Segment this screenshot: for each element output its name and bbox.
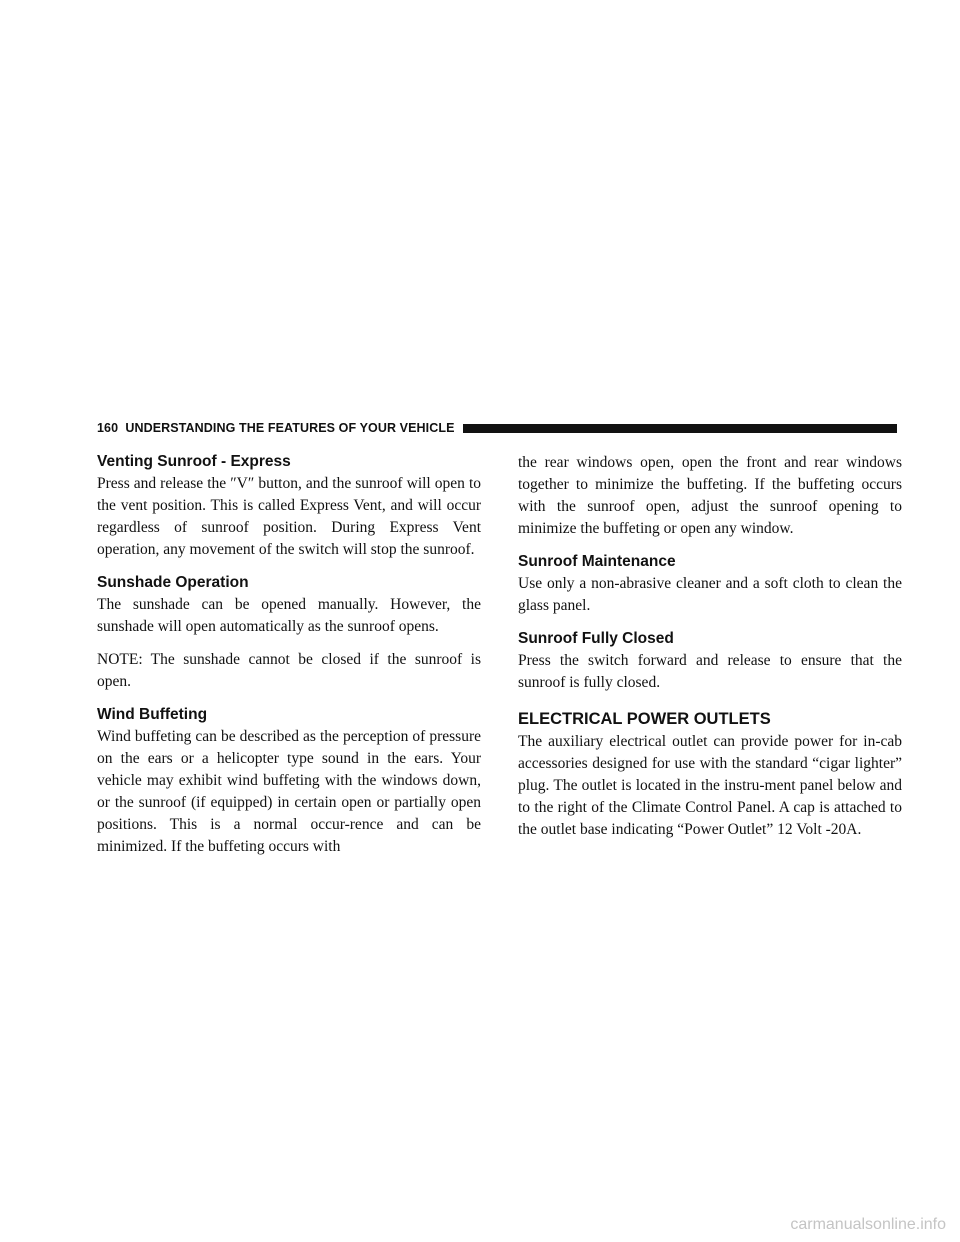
page-header-text: [97, 421, 455, 435]
electrical-power-outlets-text: The auxiliary electrical outlet can provide power for in-cab accessories designed for use with the standard “cigar lighter” plug. The outlet is located in the instru-ment panel below and to the right of the Climate Control Panel. A cap is attached to the outlet base indicating “Power Outlet” 12 Volt -20A.: [518, 733, 902, 838]
wind-buffeting-heading: Wind Buffeting: [97, 706, 208, 723]
sunshade-operation-heading: Sunshade Operation: [97, 574, 249, 591]
note-text: The sunshade cannot be closed if the sunroof is open.: [97, 651, 481, 690]
right-column: [518, 452, 902, 841]
note-label: NOTE:: [97, 651, 143, 668]
sunroof-maintenance-text: Use only a non-abrasive cleaner and a soft cloth to clean the glass panel.: [518, 575, 902, 614]
sunroof-maintenance-heading: Sunroof Maintenance: [518, 553, 676, 570]
wind-buffeting-text: Wind buffeting can be described as the perception of pressure on the ears or a helicopter type sound in the ears. Your vehicle may exhibit wind buffeting with the windows down, or the sunroof (if equipped) in certain open or partially open positions. This is a normal occur-rence and can be minimized. If the buffeting occurs with: [97, 728, 481, 855]
page-number: 160: [97, 421, 119, 435]
sunshade-operation-text: The sunshade can be opened manually. However, the sunshade will open automatically as the sunroof opens.: [97, 596, 481, 635]
sunroof-fully-closed-text: Press the switch forward and release to ensure that the sunroof is fully closed.: [518, 652, 902, 691]
chapter-title: UNDERSTANDING THE FEATURES OF YOUR VEHICLE: [125, 421, 455, 435]
left-column: [97, 452, 481, 858]
sunshade-note: [97, 649, 481, 693]
page-header: [97, 419, 897, 437]
watermark: carmanualsonline.info: [790, 1216, 946, 1233]
header-rule-bar: [463, 424, 897, 433]
wind-buffeting-text-continued: the rear windows open, open the front and rear windows together to minimize the buffeting. If the buffeting occurs with the sunroof open, adjust the sunroof opening to minimize the buffeting or open any window.: [518, 454, 902, 537]
venting-sunroof-text: Press and release the ″V″ button, and the sunroof will open to the vent position. This is called Express Vent, and will occur regardless of sunroof position. During Express Vent operation, any movement of the switch will stop the sunroof.: [97, 475, 481, 558]
venting-sunroof-heading: Venting Sunroof - Express: [97, 453, 291, 470]
sunroof-fully-closed-heading: Sunroof Fully Closed: [518, 630, 674, 647]
electrical-power-outlets-heading: ELECTRICAL POWER OUTLETS: [518, 710, 771, 728]
